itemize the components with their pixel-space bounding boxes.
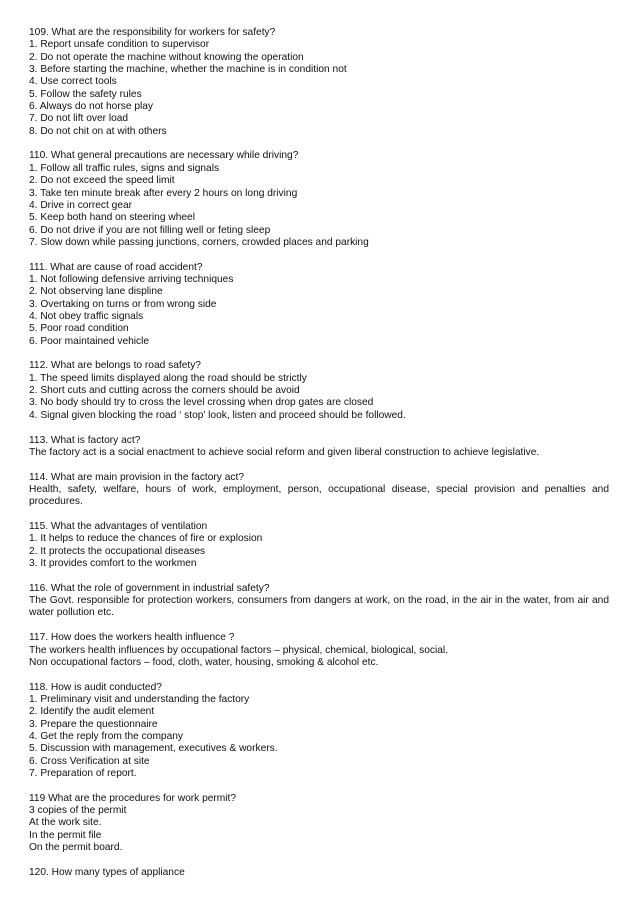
answer-line: 5. Keep both hand on steering wheel: [29, 212, 195, 224]
answer-line: 7. Do not lift over load: [29, 113, 129, 125]
qa-section-118: [29, 682, 609, 781]
question-heading: 112. What are belongs to road safety?: [29, 360, 201, 372]
answer-line: At the work site.: [29, 817, 102, 829]
answer-line: 1. It helps to reduce the chances of fire or explosion: [29, 533, 263, 545]
answer-line: 1. Follow all traffic rules, signs and signals: [29, 162, 220, 174]
answer-line: 2. Do not operate the machine without knowing the operation: [29, 51, 304, 63]
qa-section-113: [29, 435, 609, 460]
answer-line: 7. Preparation of report.: [29, 768, 137, 780]
answer-line: 4. Drive in correct gear: [29, 199, 133, 211]
answer-line: 6. Do not drive if you are not filling well or feting sleep: [29, 224, 271, 236]
question-heading: 110. What general precautions are necessary while driving?: [29, 150, 299, 162]
answer-line: 1. The speed limits displayed along the road should be strictly: [29, 372, 307, 384]
answer-line: Non occupational factors – food, cloth, water, housing, smoking & alcohol etc.: [29, 656, 379, 668]
answer-line: 3. Before starting the machine, whether the machine is in condition not: [29, 64, 347, 76]
answer-line: 6. Poor maintained vehicle: [29, 335, 150, 347]
question-heading: 116. What the role of government in industrial safety?: [29, 582, 270, 594]
qa-section-116: [29, 583, 609, 620]
answer-line: 1. Not following defensive arriving techniques: [29, 273, 234, 285]
answer-line: 3. Take ten minute break after every 2 hours on long driving: [29, 187, 298, 199]
answer-line: 1. Report unsafe condition to supervisor: [29, 39, 210, 51]
question-heading: 113. What is factory act?: [29, 434, 141, 446]
answer-line: 4. Not obey traffic signals: [29, 311, 144, 322]
answer-line: 5. Poor road condition: [29, 323, 129, 335]
answer-line: 7. Slow down while passing junctions, corners, crowded places and parking: [29, 236, 369, 248]
answer-line: 3. Prepare the questionnaire: [29, 718, 158, 730]
answer-line: 4. Use correct tools: [29, 76, 117, 88]
answer-line: 4. Signal given blocking the road ‘ stop’ look, listen and proceed should be followed.: [29, 409, 406, 421]
answer-line: The workers health influences by occupational factors – physical, chemical, biological, social.: [29, 644, 449, 656]
answer-line: In the permit file: [29, 829, 102, 841]
answer-line: 3. No body should try to cross the level crossing when drop gates are closed: [29, 397, 374, 409]
answer-line: 3. It provides comfort to the workmen: [29, 558, 197, 570]
answer-line: 3 copies of the permit: [29, 805, 127, 817]
question-heading: 114. What are main provision in the factory act?: [29, 471, 244, 483]
qa-section-110: [29, 150, 609, 249]
answer-line: 4. Get the reply from the company: [29, 731, 184, 743]
answer-line: 2. It protects the occupational diseases: [29, 545, 206, 557]
answer-line: 8. Do not chit on at with others: [29, 125, 167, 137]
answer-line: 2. Not observing lane displine: [29, 286, 163, 298]
question-heading: 119 What are the procedures for work permit?: [29, 792, 237, 804]
question-heading: 115. What the advantages of ventilation: [29, 521, 208, 533]
qa-section-115: [29, 521, 609, 570]
question-heading: 111. What are cause of road accident?: [29, 261, 203, 273]
question-heading: 109. What are the responsibility for workers for safety?: [29, 27, 276, 38]
qa-section-117: [29, 632, 609, 669]
question-heading: 120. How many types of appliance: [29, 866, 185, 878]
qa-section-119: [29, 793, 609, 855]
answer-line: 5. Follow the safety rules: [29, 88, 142, 100]
answer-line: 6. Cross Verification at site: [29, 755, 150, 767]
qa-section-111: [29, 262, 609, 348]
answer-line: 6. Always do not horse play: [29, 101, 154, 113]
answer-line: 1. Preliminary visit and understanding the factory: [29, 693, 250, 705]
answer-line: 2. Identify the audit element: [29, 706, 155, 718]
question-heading: 117. How does the workers health influence ?: [29, 632, 235, 644]
answer-paragraph: Health, safety, welfare, hours of work, employment, person, occupational disease, special provision and penalties and procedures.: [29, 483, 609, 508]
answer-line: 2. Do not exceed the speed limit: [29, 175, 175, 187]
answer-line: 5. Discussion with management, executives & workers.: [29, 743, 278, 755]
qa-section-112: [29, 360, 609, 422]
answer-line: 2. Short cuts and cutting across the corners should be avoid: [29, 385, 300, 397]
question-heading: 118. How is audit conducted?: [29, 681, 162, 693]
qa-section-114: [29, 472, 609, 509]
qa-section-120: [29, 867, 609, 879]
qa-section-109: [29, 27, 609, 138]
answer-line: On the permit board.: [29, 842, 123, 854]
document-page: [29, 27, 609, 892]
answer-line: 3. Overtaking on turns or from wrong side: [29, 298, 217, 310]
answer-paragraph: The Govt. responsible for protection workers, consumers from dangers at work, on the road, in the air in the water, from air and water pollution etc.: [29, 595, 609, 619]
answer-paragraph: The factory act is a social enactment to achieve social reform and given liberal construction to achieve legislative.: [29, 446, 540, 458]
